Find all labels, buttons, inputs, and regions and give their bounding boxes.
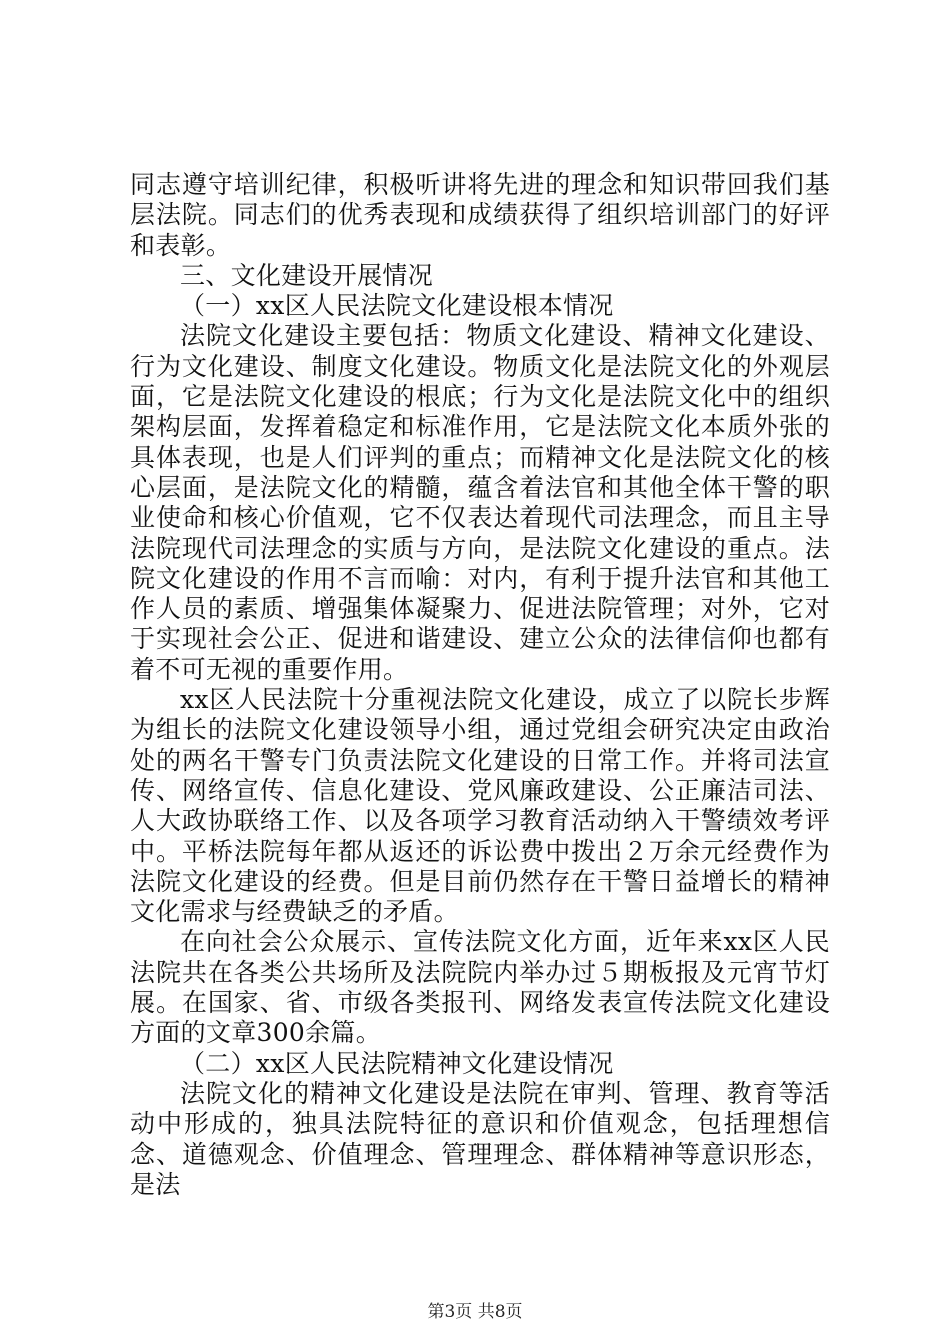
- paragraph-spirit-culture: 法院文化的精神文化建设是法院在审判、管理、教育等活动中形成的，独具法院特征的意识和价值观念，包括理想信念、道德观念、价值理念、管理理念、群体精神等意识形态，是法: [130, 1078, 830, 1199]
- paragraph-leadership-group: xx区人民法院十分重视法院文化建设，成立了以院长步辉为组长的法院文化建设领导小组，通过党组会研究决定由政治处的两名干警专门负责法院文化建设的日常工作。并将司法宣传、网络宣传、信息化建设、党风廉政建设、公正廉洁司法、人大政协联络工作、以及各项学习教育活动纳入干警绩效考评中。平桥法院每年都从返还的诉讼费中拨出２万余元经费作为法院文化建设的经费。但是目前仍然存在干警日益增长的精神文化需求与经费缺乏的矛盾。: [130, 685, 830, 927]
- subsection-heading-spirit: （二）xx区人民法院精神文化建设情况: [180, 1048, 614, 1078]
- page-number-footer: 第3页 共8页: [427, 1302, 523, 1322]
- document-body: [130, 170, 830, 1200]
- paragraph-culture-content: 法院文化建设主要包括：物质文化建设、精神文化建设、行为文化建设、制度文化建设。物质文化是法院文化的外观层面，它是法院文化建设的根底；行为文化是法院文化中的组织架构层面，发挥着稳定和标准作用，它是法院文化本质外张的具体表现，也是人们评判的重点；而精神文化是法院文化的核心层面，是法院文化的精髓，蕴含着法官和其他全体干警的职业使命和核心价值观，它不仅表达着现代司法理念，而且主导法院现代司法理念的实质与方向，是法院文化建设的重点。法院文化建设的作用不言而喻：对内，有利于提升法官和其他工作人员的素质、增强集体凝聚力、促进法院管理；对外，它对于实现社会公正、促进和谐建设、建立公众的法律信仰也都有着不可无视的重要作用。: [130, 321, 830, 684]
- paragraph-training-discipline: 同志遵守培训纪律，积极听讲将先进的理念和知识带回我们基层法院。同志们的优秀表现和成绩获得了组织培训部门的好评和表彰。: [130, 170, 830, 260]
- subsection-heading-basic: （一）xx区人民法院文化建设根本情况: [180, 291, 614, 321]
- paragraph-publicity: 在向社会公众展示、宣传法院文化方面，近年来xx区人民法院共在各类公共场所及法院院内举办过５期板报及元宵节灯展。在国家、省、市级各类报刊、网络发表宣传法院文化建设方面的文章300余篇。: [130, 927, 830, 1048]
- section-heading-culture: 三、文化建设开展情况: [180, 260, 434, 290]
